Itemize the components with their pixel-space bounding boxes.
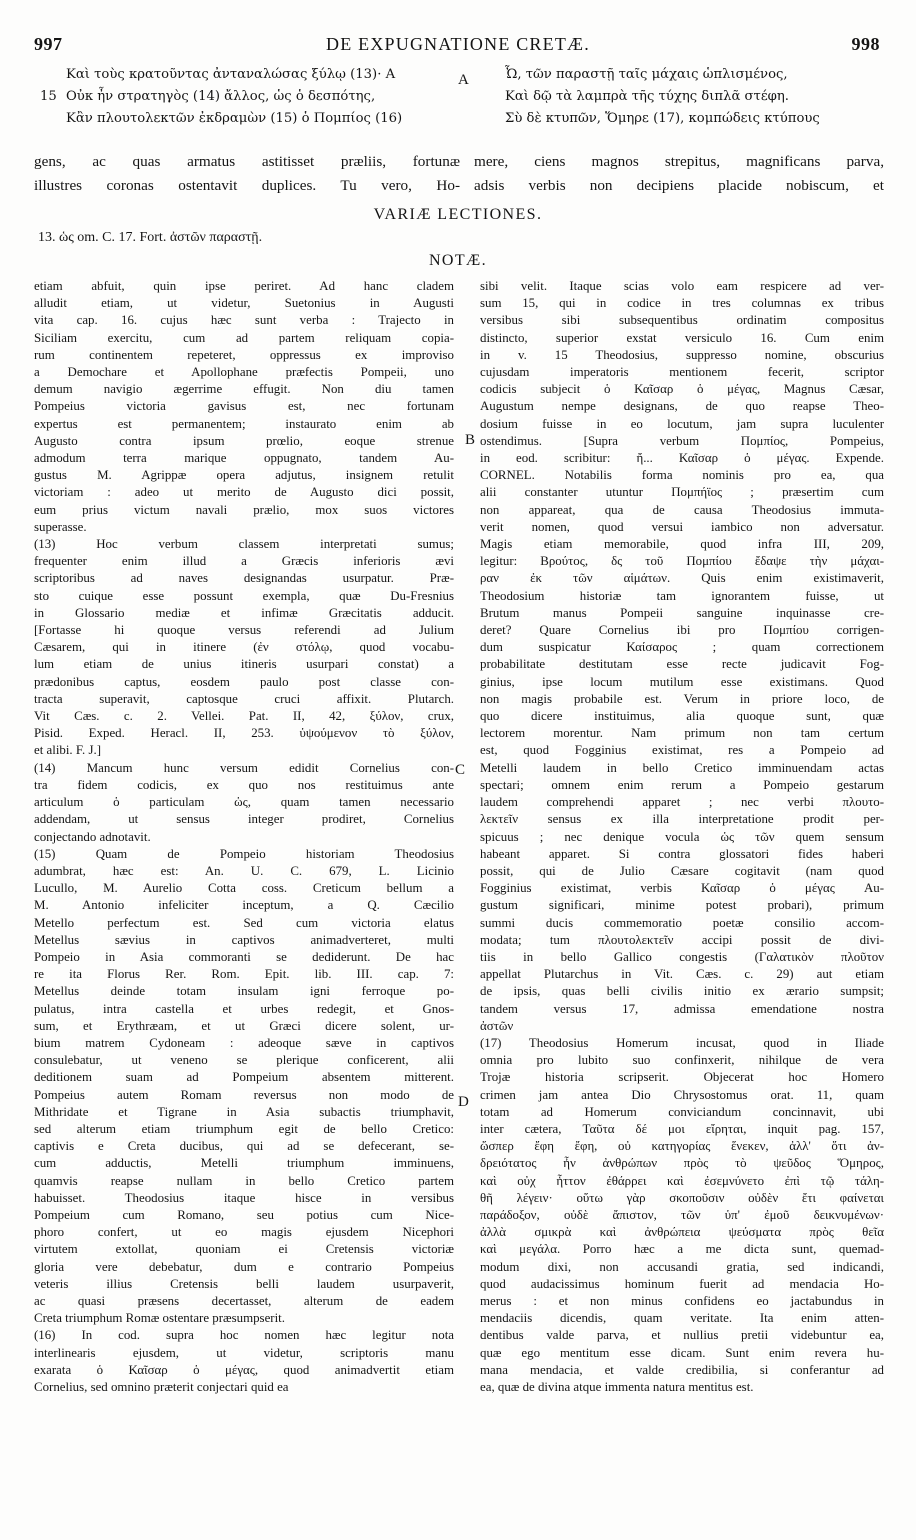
margin-letter-c: C [455, 762, 466, 778]
note-line: rum continentem repeteret, oppressus ex improviso [34, 347, 454, 362]
note-line: Metelli laudem in bello Cretico imminuendam actas [480, 760, 884, 775]
note-line: καὶ μεγάλα. Porro hæc a me dicta sunt, quemad- [480, 1242, 884, 1257]
translation-line: adsis verbis non decipiens placide nobiscum, et [474, 177, 884, 194]
note-line: gloria vere debebatur, dum e contrario Pompeius [34, 1259, 454, 1274]
note-line: lectorem morentur. Nam primum non tam certum [480, 726, 884, 741]
note-line: appellat Plutarchus in Vit. Cæs. c. 29) aut etiam [480, 967, 884, 982]
running-head [0, 34, 916, 56]
verse-line: Σὺ δὲ κτυπῶν, Ὅμηρε (17), κομπώδεις κτύπους [505, 111, 820, 126]
note-line: ὥσπερ ἔφη ἔφη, οὐ κατηγορίας ἕνεκεν, ἀλλ' ὅτι ἀν- [480, 1139, 884, 1154]
note-line: Metellus sævius in captivos animadverteret, multi [34, 932, 454, 947]
note-line: eum prius victum navali prælio, mox suos victores [34, 502, 454, 517]
notes-left-column [34, 278, 454, 1396]
note-line: ac quasi præsens decertasset, alterum de eadem [34, 1293, 454, 1308]
note-line: demum navigio ægerrime effugit. Non diu tamen [34, 382, 454, 397]
note-line: CORNEL. Notabilis forma nominis pro ea, qua [480, 468, 884, 483]
note-line: Pompeio in Asia commoranti se dediderunt. De hac [34, 949, 454, 964]
note-line: a Demochare et Apollophane præfectis Pompeii, uno [34, 365, 454, 380]
note-line: sto cuique esse possunt exempla, quæ Du-Fresnius [34, 588, 454, 603]
translation-line: mere, ciens magnos strepitus, magnificans parva, [474, 153, 884, 170]
note-line: tracta superavit, captosque cruci affixit. Plutarch. [34, 691, 454, 706]
note-line: habeant apparet. Si contra glossatori fides haberi [480, 846, 884, 861]
note-line: conjectando adnotavit. [34, 829, 151, 844]
note-line: interlinearis ejusdem, ut videtur, scriptoris manu [34, 1345, 454, 1360]
note-line: (16) In cod. supra hoc nomen hæc legitur nota [34, 1328, 454, 1343]
note-line: victoriam : adeo ut merito de Augusto dici possit, [34, 485, 454, 500]
note-line: verit nomen, quod versui iambico non adversatur. [480, 519, 884, 534]
margin-letter-d: D [458, 1094, 469, 1110]
note-line: etiam abfuit, quin ipse periret. Ad hanc cladem [34, 279, 454, 293]
greek-verse-left [40, 64, 460, 130]
note-line: Augusto contra ipsum prœlio, eoque strenue [34, 433, 454, 448]
note-line: bium matrem Cydoneam : adeoque sæve in captivos [34, 1035, 454, 1050]
note-line: (13) Hoc verbum classem interpretati sumus; [34, 537, 454, 552]
note-line: quod audacissimus hominum fuerit ad mendacia Ho- [480, 1276, 884, 1291]
note-line: sed alterum etiam triumphum egit de bello Cretico: [34, 1121, 454, 1136]
note-line: prædonibus captus, eosdem paulo post classe con- [34, 674, 454, 689]
note-line: alii constanter utuntur Πομπήϊος ; præsertim cum [480, 485, 884, 500]
note-line: ἀλλὰ σμικρὰ καὶ ἀνθρώπεια ψεύσματα πρὸς θεῖα [480, 1225, 884, 1240]
note-line: phoro confert, ut eo magis ejusdem Nicephori [34, 1225, 454, 1240]
page-number-left: 997 [34, 34, 63, 54]
verse-text: Οὐκ ἦν στρατηγὸς (14) ἄλλος, ὡς ὁ δεσπότης, [66, 89, 376, 104]
note-line: possit, qui de Julio Cæsare cogitavit (nam quod [480, 863, 884, 878]
note-line: articulum ὁ particulam ὡς, quam tamen necessario [34, 795, 454, 810]
note-line: dosium fuisse in eo locutum, jam supra luculenter [480, 416, 884, 431]
note-line: Fogginius existimat, verbis Καῖσαρ ὁ μέγας Au- [480, 881, 884, 896]
note-line: Vit Cæs. c. 2. Vellei. Pat. II, 42, ξύλον, crux, [34, 709, 454, 724]
note-line: gustum significari, minime potest probari), primum [480, 898, 884, 913]
note-line: deret? Quare Cornelius ibi pro Πομπίου corrigen- [480, 623, 884, 638]
note-line: consulebatur, ut veneno se plerique conficerent, alii [34, 1053, 454, 1068]
note-line: adumbrat, hæc est: An. U. C. 679, L. Licinio [34, 863, 454, 878]
note-line: captivis e Creta ducibus, qui ad se defecerant, se- [34, 1139, 454, 1154]
note-line: lum etiam de unius itineris usurpari constat) a [34, 657, 454, 672]
note-line: vita cap. 16. cujus hæc sunt verba : Trajecto in [34, 313, 454, 328]
note-line: legitur: Βρούτος, δς τοῦ Πομπίου ἔδαψε τὴν μάχαι- [480, 554, 884, 569]
note-line: modum dixi, non accusandi gratia, sed indicandi, [480, 1259, 884, 1274]
note-line: inter cætera, Ταῦτα δέ μοι εἴρηται, inquit pag. 157, [480, 1121, 884, 1136]
note-line: expertus est permanentem; instaurato enim ab [34, 416, 454, 431]
note-line: Pompeius autem Romam reversus non modo de [34, 1087, 454, 1102]
note-line: (15) Quam de Pompeio historiam Theodosius [34, 846, 454, 861]
note-line: non magis probabile est. Verum in priore loco, de [480, 691, 884, 706]
note-line: spectari; omnem enim rerum a Pompeio gestarum [480, 777, 884, 792]
note-line: re ita Florus Rer. Rom. Epit. lib. III. cap. 7: [34, 967, 454, 982]
variae-lectiones-text: 13. ὡς om. C. 17. Fort. ἀστῶν παραστῇ. [38, 230, 263, 245]
note-line: tandem versus 17, admissa emendatione nostra [480, 1001, 884, 1016]
note-line: dentibus valde parva, et nullius pretii videbuntur ea, [480, 1328, 884, 1343]
verse-line: Καὶ δῷ τὰ λαμπρὰ τῆς τύχης διπλᾶ στέφη. [505, 89, 789, 104]
note-line: παράδοξον, οὐδὲ ἄπιστον, τῶν ὑπ' ἐμοῦ δεικνυμένων· [480, 1207, 884, 1222]
note-line: et alibi. F. J.] [34, 743, 101, 758]
note-line: δρειότατος ἦν ἀνθρώπων πρὸς τὸ ψεῦδος Ὅμηρος, [480, 1156, 884, 1171]
note-line: superasse. [34, 519, 87, 534]
note-line: gustus M. Agrippæ opera adjutus, insignem retulit [34, 468, 454, 483]
note-line: dum suspicatur Καίσαρος ; quam correctionem [480, 640, 884, 655]
note-line: modata; tum πλουτολεκτεῖν accipi possit de divi- [480, 932, 884, 947]
note-line: ea, quæ de divina atque immenta natura mentitus est. [480, 1380, 754, 1394]
note-line: θῆ λέγειν· οὕτω γὰρ σκοποῦσιν οὐδὲν ἔτι φαίνεται [480, 1190, 884, 1205]
verse-text: Καὶ τοὺς κρατοῦντας ἀνταναλώσας ξύλῳ (13)· A [66, 67, 396, 82]
note-line: probabilitate destitutam esse recte judicavit Fog- [480, 657, 884, 672]
note-line: addendam, ut sensus integer prodiret, Cornelius [34, 812, 454, 827]
note-line: (14) Mancum hunc versum edidit Cornelius con- [34, 760, 454, 775]
note-line: ἀστῶν [480, 1018, 514, 1033]
note-line: Pisid. Exped. Heracl. II, 253. ὑψούμενον τὸ ξύλον, [34, 726, 454, 741]
note-line: ραν ἐκ τῶν αἱμάτων. Quis enim existimaverit, [480, 571, 884, 586]
margin-letter-a: A [458, 72, 469, 88]
note-line: mana mendacia, et valde credibilia, si conferantur ad [480, 1362, 884, 1377]
note-line: quo dicere instituimus, alia quoque sunt, quæ [480, 709, 884, 724]
note-line: veteris illius Cretensis belli laudem usurpaverit, [34, 1276, 454, 1291]
note-line: exarata ὁ Καῖσαρ ὁ μέγας, quod animadvertit etiam [34, 1362, 454, 1377]
note-line: est, quod Fogginius existimat, res a Pompeio ad [480, 743, 884, 758]
translation-line: illustres coronas ostentavit duplices. Tu vero, Ho- [34, 177, 460, 194]
note-line: ginius, ipse locum mutilum esse existimans. Quod [480, 674, 884, 689]
note-line: quæ ego mentitum esse dicam. Sunt enim revera hu- [480, 1345, 884, 1360]
note-line: Pompeium cum Romano, seu potius cum Nice- [34, 1207, 454, 1222]
note-line: virtutem extollat, quoniam ei Cretensis victoriæ [34, 1242, 454, 1257]
note-line: alludit etiam, ut videtur, Suetonius in Augusti [34, 296, 454, 311]
note-line: admodum terra marique oppugnato, tandem Au- [34, 451, 454, 466]
note-line: tiis in bello Gallico congestis (Γαλατικὸν πλοῦτον [480, 949, 884, 964]
note-line: laudem comprehendi apparet ; nec verbi πλουτο- [480, 795, 884, 810]
note-line: Cæsarem, qui in itinere (ἐν στόλῳ, quod vocabu- [34, 640, 454, 655]
note-line: spicuus ; nec denique vocula ὡς τῶν quem sensum [480, 829, 884, 844]
note-line: Metello perfectum est. Sed cum victoria elatus [34, 915, 454, 930]
note-line: pulatus, intra castella et urbes redegit, et Gnos- [34, 1001, 454, 1016]
note-line: habuisset. Theodosius itaque hisce in versibus [34, 1190, 454, 1205]
notae-heading: NOTÆ. [428, 252, 488, 269]
translation-left [34, 150, 460, 198]
note-line: mendaciis dicendis, quam veritate. Ita enim atten- [480, 1311, 884, 1326]
note-line: Trojæ historia scripserit. Objecerat hoc Homero [480, 1070, 884, 1085]
note-line: Theodosium historiæ tam ignorantem fuisse, ut [480, 588, 884, 603]
notes-right-column [480, 278, 884, 1396]
note-line: sum 15, qui in codice in tres columnas ex tribus [480, 296, 884, 311]
note-line: tra fidem codicis, ex quo nos restituimus ante [34, 777, 454, 792]
note-line: in v. 15 Theodosius, suppresso nomine, obscurius [480, 347, 884, 362]
note-line: Cornelius, sed omnino præterit conjectari quid ea [34, 1380, 289, 1394]
verse-line [40, 86, 460, 108]
note-line: in eod. scribitur: ἤ... Καῖσαρ ὁ μέγας. Expende. [480, 451, 884, 466]
note-line: sum, et Erythræam, et ut Græci dicere solent, ur- [34, 1018, 454, 1033]
note-line: totam ad Homerum conviciandum concinnavit, ubi [480, 1104, 884, 1119]
note-line: Siciliam exercitu, cum ad partem reliquam copia- [34, 330, 454, 345]
note-line: versibus sibi subsequentibus ordinatim compositus [480, 313, 884, 328]
note-line: distincto, superior exstat versiculo 16. Cum enim [480, 330, 884, 345]
note-line: sibi velit. Itaque scias volo eam respicere ad ver- [480, 279, 884, 293]
note-line: deditionem suam ad Pompeium absentem mitterent. [34, 1070, 454, 1085]
note-line: Magis etiam memorabile, quod infra III, 209, [480, 537, 884, 552]
translation-right [474, 150, 884, 198]
verse-line: Ὦ, τῶν παραστῇ ταῖς μάχαις ὡπλισμένος, [505, 67, 788, 82]
note-line: Brutum manus Pompeii sanguine inquinasse cre- [480, 605, 884, 620]
note-line: M. Antonio infeliciter inceptum, a Q. Cæcilio [34, 898, 454, 913]
note-line: codicis subjecit ὁ Καῖσαρ ὁ μέγας, Magnus Cæsar, [480, 382, 884, 397]
note-line: cum adductis, Metelli triumphum imminuens, [34, 1156, 454, 1171]
greek-verse-right [505, 64, 885, 130]
note-line: de ipsis, quas belli civilis initio ex ærario sumpsit; [480, 984, 884, 999]
margin-letter-b: B [465, 432, 476, 448]
verse-line [40, 64, 460, 86]
note-line: (17) Theodosius Homerum incusat, quod in Iliade [480, 1035, 884, 1050]
note-line: Metellus deinde totam insulam igni ferroque po- [34, 984, 454, 999]
note-line: omnia pro lubito suo confinxerit, nihilque de vera [480, 1053, 884, 1068]
verse-line [40, 108, 460, 130]
latin-translation [0, 150, 916, 206]
note-line: in Glossario mediæ et infimæ Græcitatis adducit. [34, 605, 454, 620]
note-line: crimen jam antea Dio Chrysostomus orat. 11, quam [480, 1087, 884, 1102]
note-line: frequenter enim illud a Græcis inferioris ævi [34, 554, 454, 569]
note-line: Creta triumphum Romæ ostentare præsumpserit. [34, 1311, 285, 1326]
note-line: cujusdam imperatoris mentionem fecerit, scriptor [480, 365, 884, 380]
page-number-right: 998 [851, 34, 880, 54]
variae-lectiones-heading: VARIÆ LECTIONES. [373, 206, 543, 223]
note-line: [Fortasse hi quoque versus referendi ad Julium [34, 623, 454, 638]
note-line: quamvis reapse nullam in bello Cretico partem [34, 1173, 454, 1188]
note-line: λεκτεῖν sensus ex illa interpretatione prodit per- [480, 812, 884, 827]
note-line: non appareat, qua de causa Theodosius immuta- [480, 502, 884, 517]
note-line: Augustum nempe designans, de quo reapse Theo- [480, 399, 884, 414]
translation-line: gens, ac quas armatus astitisset præliis, fortunæ [34, 153, 460, 170]
note-line: summi ducis commemoratio poetæ consilio accom- [480, 915, 884, 930]
verse-text: Κἂν πλουτολεκτῶν ἐκδραμὼν (15) ὁ Πομπίος (16) [66, 111, 403, 126]
verse-number: 15 [40, 89, 57, 104]
note-line: merus : et non minus confidens eo jactabundus in [480, 1293, 884, 1308]
note-line: καὶ οὐχ ἧττον ἐθάρρει καὶ ἐσεμνύνετο ἐπὶ τῷ τάλη- [480, 1173, 884, 1188]
running-title: DE EXPUGNATIONE CRETÆ. [326, 34, 590, 54]
note-line: Lucullo, M. Aurelio Cotta coss. Creticum bellum a [34, 881, 454, 896]
note-line: Pompeius victoria gavisus est, nec fortunam [34, 399, 454, 414]
note-line: scriptoribus ad naves designandas usurpatur. Præ- [34, 571, 454, 586]
note-line: Mithridate et Tigrane in Asia subactis triumphavit, [34, 1104, 454, 1119]
note-line: ostendimus. [Supra verbum Πομπίος, Pompeius, [480, 433, 884, 448]
